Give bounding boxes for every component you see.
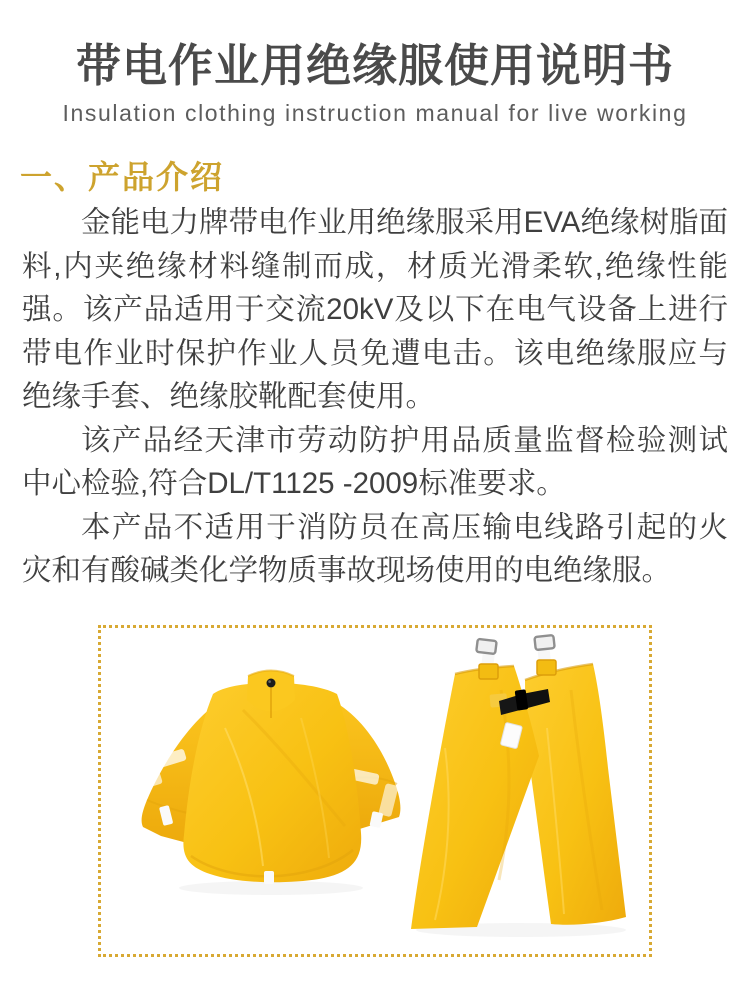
collar-snap-button [267,679,276,688]
waist-strap-loop-right [537,660,556,675]
insulation-jacket [123,671,400,885]
waist-strap-loop-left [479,664,498,679]
jacket-body [183,683,361,883]
jacket-hem-tab [264,871,274,884]
intro-paragraph-1: 金能电力牌带电作业用绝缘服采用EVA绝缘树脂面料,内夹绝缘材料缝制而成，材质光滑柔软,绝缘性能强。该产品适用于交流20kV及以下在电气设备上进行带电作业时保护作业人员免遭电击。该电绝缘服应与绝缘手套、绝缘胶靴配套使用。 [22,206,728,413]
section-body [22,201,728,593]
product-image-frame [98,625,652,957]
intro-paragraph-2: 该产品经天津市劳动防护用品质量监督检验测试中心检验,符合DL/T1125 -2009标准要求。 [22,423,728,500]
suspender-buckle-right [534,635,554,650]
product-photo [101,628,649,954]
insulation-pants [411,635,626,929]
section-heading: 一、产品介绍 [20,159,225,195]
page-title: 带电作业用绝缘服使用说明书 [75,40,674,91]
intro-paragraph-3: 本产品不适用于消防员在高压输电线路引起的火灾和有酸碱类化学物质事故现场使用的电绝缘服。 [22,510,728,587]
suspender-buckle-left [476,639,496,654]
page-subtitle: Insulation clothing instruction manual for live working [62,100,688,126]
